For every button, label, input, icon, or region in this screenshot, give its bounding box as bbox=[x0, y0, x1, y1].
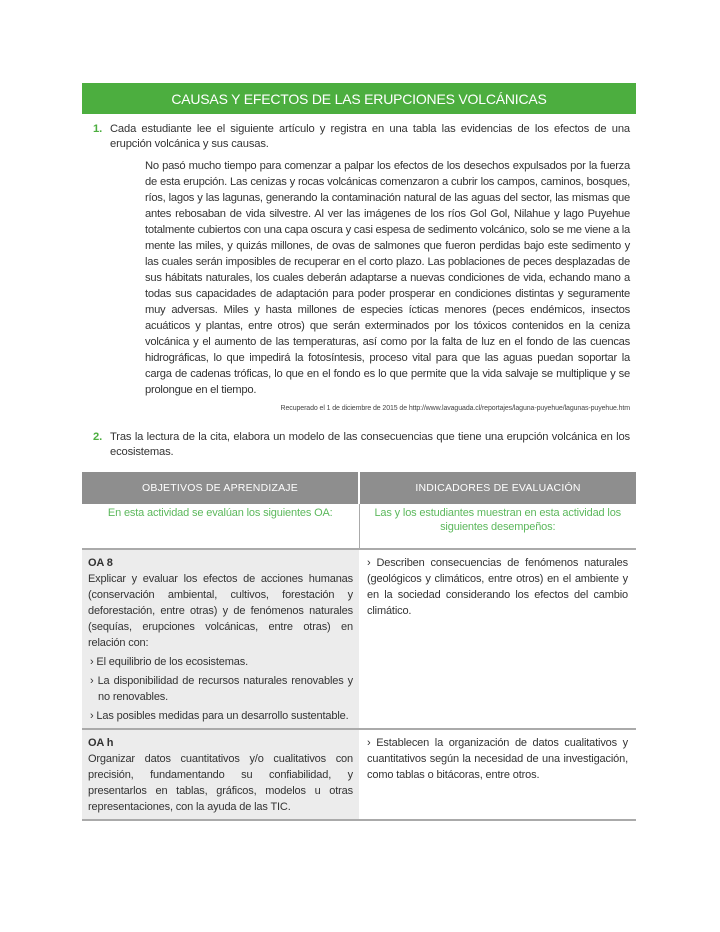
instruction-text: Cada estudiante lee el siguiente artículo y registra en una tabla las evidencias de los efectos de una erupción volcánica y sus causas. bbox=[110, 123, 630, 150]
item-number: 1. bbox=[93, 123, 103, 135]
instruction-2 bbox=[93, 430, 630, 460]
header-objetivos: OBJETIVOS DE APRENDIZAJE bbox=[82, 472, 359, 504]
section-title-banner: CAUSAS Y EFECTOS DE LAS ERUPCIONES VOLCÁNICAS bbox=[82, 83, 636, 114]
page bbox=[82, 0, 636, 841]
objective-cell bbox=[82, 549, 359, 729]
oa-code: OA 8 bbox=[88, 557, 113, 569]
bullet-icon: › bbox=[90, 675, 94, 687]
bullet-text: El equilibrio de los ecosistemas. bbox=[96, 656, 248, 668]
header-indicadores: INDICADORES DE EVALUACIÓN bbox=[359, 472, 636, 504]
list-item bbox=[88, 654, 353, 670]
indicator-text: Describen consecuencias de fenómenos naturales (geológicos y climáticos, entre otros) en el ambiente y en la sociedad considerando los efectos del cambio climático. bbox=[367, 557, 629, 617]
instruction-1 bbox=[93, 122, 630, 152]
bullet-text: Las posibles medidas para un desarrollo sustentable. bbox=[96, 710, 349, 722]
subheader-objetivos: En esta actividad se evalúan los siguientes OA: bbox=[82, 504, 359, 549]
table-row bbox=[82, 549, 636, 729]
oa-code: OA h bbox=[88, 737, 114, 749]
evaluation-table bbox=[82, 472, 636, 821]
article-quote: No pasó mucho tiempo para comenzar a palpar los efectos de los desechos expulsados por la fuerza de esta erupción. Las cenizas y rocas volcánicas comenzaron a cubrir los campos, caminos, bosques, ríos, lagos y las lagunas, generando la contaminación natural de las aguas del sector, las mismas que antes rebosaban de vida silvestre. Al ver las imágenes de los ríos Gol Gol, Nilahue y lago Puyehue totalmente cubiertos con una capa oscura y casi espesa de sedimento volcánico, solo se me viene a la mente las miles, y quizás millones, de ovas de salmones que fueron perdidas bajo este sedimento y las cuales serán imposibles de recuperar en el corto plazo. Las poblaciones de peces desplazadas de sus hábitats naturales, los cuales deberán adaptarse a nuevas condiciones de vida, echando mano a todas sus capacidades de adaptación para poder prosperar en condiciones distintas y seguramente muy adversas. Miles y hasta millones de especies ícticas menores (peces endémicos, insectos acuáticos y plantas, entre otros) que serán exterminados por los tóxicos contenidos en la ceniza volcánica y el aumento de las temperaturas, así como por la falta de luz en el fondo de las cuencas hidrográficas, lo que impedirá la fotosíntesis, proceso vital para que las aguas puedan soportar la carga de cadenas tróficas, lo que en el fondo es lo que permite que la vida salvaje se multiplique y se prolongue en el tiempo. bbox=[145, 160, 630, 396]
subheader-indicadores: Las y los estudiantes muestran en esta actividad los siguientes desempeños: bbox=[359, 504, 636, 549]
item-number: 2. bbox=[93, 431, 103, 443]
oa-description: Organizar datos cuantitativos y/o cualitativos con precisión, fundamentando su confiabilidad, y presentarlos en tablas, gráficos, modelos u otras representaciones, con la ayuda de las TIC. bbox=[88, 753, 353, 813]
bullet-icon: › bbox=[90, 710, 94, 722]
citation: Recuperado el 1 de diciembre de 2015 de http://www.lavaguada.cl/reportajes/laguna-puyehue/lagunas-puyehue.htm bbox=[280, 405, 630, 412]
list-item bbox=[88, 673, 353, 705]
indicator-cell bbox=[359, 729, 636, 820]
bullet-icon: › bbox=[367, 557, 371, 569]
bullet-text: La disponibilidad de recursos naturales renovables y no renovables. bbox=[97, 675, 353, 703]
bullet-icon: › bbox=[367, 737, 371, 749]
instruction-text: Tras la lectura de la cita, elabora un modelo de las consecuencias que tiene una erupción volcánica en los ecosistemas. bbox=[110, 431, 630, 458]
table-row bbox=[82, 729, 636, 820]
bullet-icon: › bbox=[90, 656, 94, 668]
indicator-cell bbox=[359, 549, 636, 729]
oa-description: Explicar y evaluar los efectos de acciones humanas (conservación ambiental, cultivos, forestación y deforestación, entre otras) y de fenómenos naturales (sequías, erupciones volcánicas, entre otras) en relación con: bbox=[88, 573, 353, 649]
objective-cell bbox=[82, 729, 359, 820]
list-item bbox=[88, 708, 353, 724]
indicator-text: Establecen la organización de datos cualitativos y cuantitativos según la necesidad de una investigación, como tablas o bitácoras, entre otros. bbox=[367, 737, 628, 781]
